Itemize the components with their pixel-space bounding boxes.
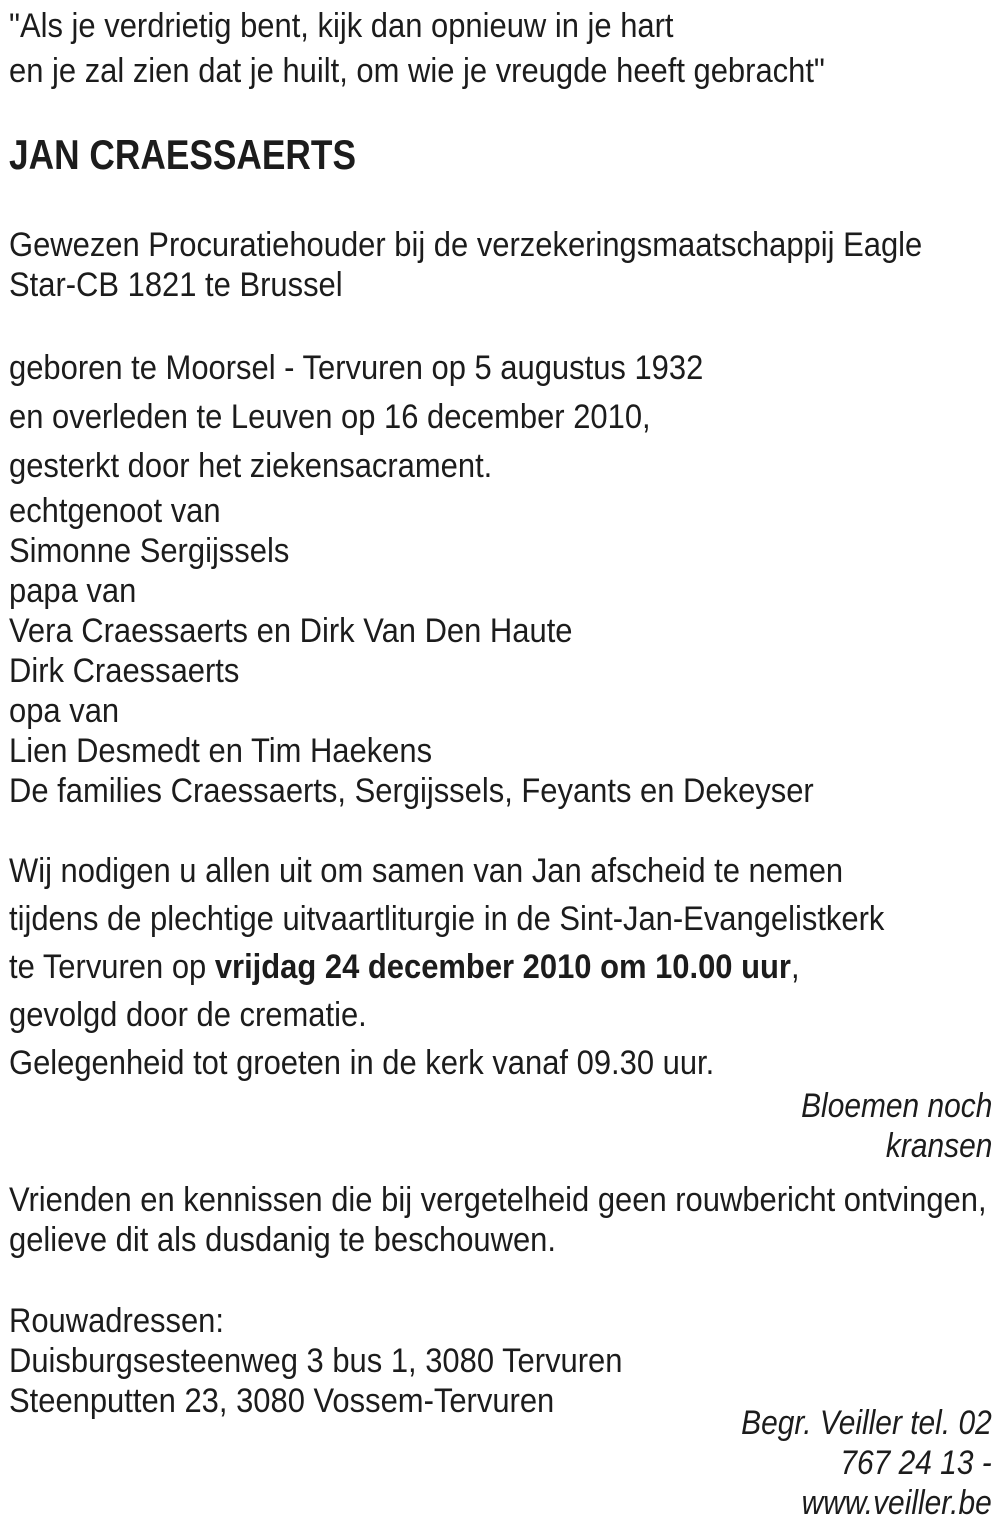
opening-quote xyxy=(9,4,825,94)
flowers-note-line: kransen xyxy=(885,1127,992,1165)
flowers-note-line: Bloemen noch xyxy=(800,1087,992,1125)
funeral-date-time: vrijdag 24 december 2010 om 10.00 uur xyxy=(214,948,791,986)
mourning-addresses xyxy=(9,1301,622,1421)
cremation-line: gevolgd door de crematie. xyxy=(9,996,367,1034)
undertaker-website-line: www.veiller.be xyxy=(801,1484,992,1522)
deceased-name: JAN CRAESSAERTS xyxy=(9,131,356,178)
invitation-date-prefix: te Tervuren op xyxy=(9,948,215,986)
undertaker-name-phone-line: Begr. Veiller tel. 02 xyxy=(741,1404,992,1442)
opening-quote-line-2: en je zal zien dat je huilt, om wie je vreugde heeft gebracht" xyxy=(9,52,825,90)
career-line: Star-CB 1821 te Brussel xyxy=(9,266,343,304)
career-line: Gewezen Procuratiehouder bij de verzekeringsmaatschappij Eagle xyxy=(9,226,923,264)
sacrament-line: gesterkt door het ziekensacrament. xyxy=(9,447,493,485)
condolence-line: Vrienden en kennissen die bij vergetelheid geen rouwbericht ontvingen, xyxy=(9,1181,987,1219)
family-line: De families Craessaerts, Sergijssels, Feyants en Dekeyser xyxy=(9,772,814,810)
birth-line: geboren te Moorsel - Tervuren op 5 augustus 1932 xyxy=(9,349,704,387)
family-list xyxy=(9,491,814,811)
condolence-note xyxy=(9,1180,987,1260)
death-line: en overleden te Leuven op 16 december 2010, xyxy=(9,398,651,436)
invitation-date-suffix: , xyxy=(790,948,800,986)
family-line: papa van xyxy=(9,572,137,610)
condolence-line: gelieve dit als dusdanig te beschouwen. xyxy=(9,1221,556,1259)
family-line: Simonne Sergijssels xyxy=(9,532,290,570)
birth-death-paragraph xyxy=(9,344,703,491)
funeral-invitation xyxy=(9,847,884,1087)
invitation-line: Wij nodigen u allen uit om samen van Jan afscheid te nemen xyxy=(9,852,844,890)
greeting-line: Gelegenheid tot groeten in de kerk vanaf 09.30 uur. xyxy=(9,1044,715,1082)
undertaker-phone-line: 767 24 13 - xyxy=(840,1444,992,1482)
undertaker-note xyxy=(741,1403,992,1523)
address-line: Steenputten 23, 3080 Vossem-Tervuren xyxy=(9,1382,555,1420)
invitation-line-with-date xyxy=(9,943,884,991)
address-line: Duisburgsesteenweg 3 bus 1, 3080 Tervuren xyxy=(9,1342,623,1380)
family-line: Dirk Craessaerts xyxy=(9,652,240,690)
family-line: echtgenoot van xyxy=(9,492,221,530)
mourning-addresses-heading: Rouwadressen: xyxy=(9,1302,224,1340)
flowers-note xyxy=(801,1086,992,1166)
opening-quote-line-1: "Als je verdrietig bent, kijk dan opnieuw in je hart xyxy=(9,7,674,45)
family-line: opa van xyxy=(9,692,120,730)
invitation-line: tijdens de plechtige uitvaartliturgie in de Sint-Jan-Evangelistkerk xyxy=(9,900,885,938)
family-line: Lien Desmedt en Tim Haekens xyxy=(9,732,433,770)
career-paragraph xyxy=(9,225,922,305)
family-line: Vera Craessaerts en Dirk Van Den Haute xyxy=(9,612,573,650)
